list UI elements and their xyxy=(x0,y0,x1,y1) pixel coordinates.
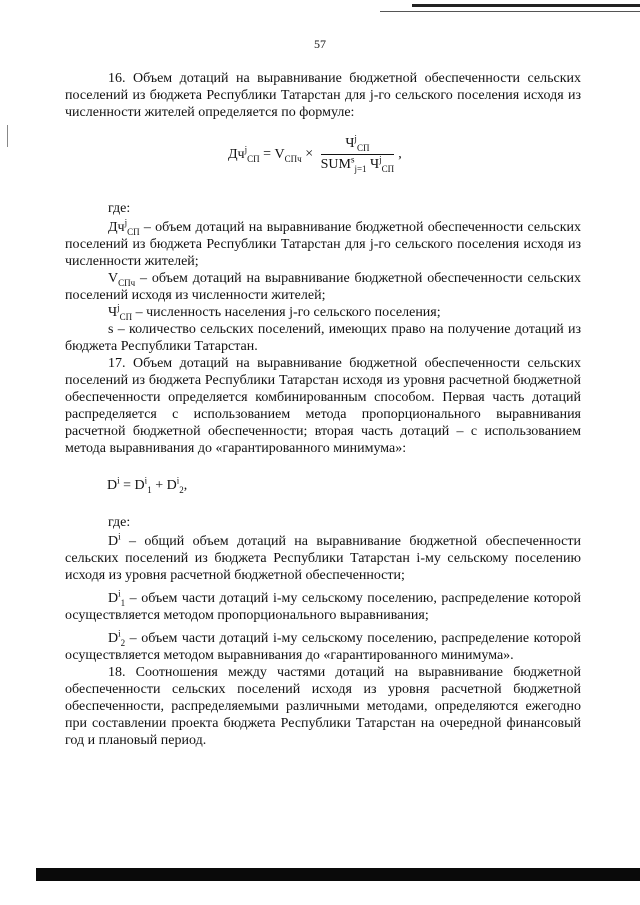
formula-times: × xyxy=(305,146,314,162)
formula-fraction xyxy=(320,133,395,174)
definition-dch: $Дч^j_{СП}$ – объем дотаций на выравнивание бюджетной обеспеченности сельских поселений из бюджета Республики Татарстан для j-го сельского поселения исходя из численности жителей; xyxy=(65,217,581,269)
definition-d2: $D^i_2$ – объем части дотаций i-му сельскому поселению, распределение которой осуществляется методом выравнивания до «гарантированного минимума». xyxy=(65,628,581,663)
definitions-2 xyxy=(65,514,581,749)
formula-d: $D^i = D^i_1 + D^i_2$, xyxy=(107,475,188,495)
formula-equals: = xyxy=(263,146,272,162)
definition-ch: $Ч^j_{СП}$ – численность населения j-го сельского поселения; xyxy=(108,302,441,322)
definition-v: $V_{СПч}$ – объем дотаций на выравнивание бюджетной обеспеченности сельских поселений исходя из численности жителей; xyxy=(65,271,581,303)
definition-d1: $D^i_1$ – объем части дотаций i-му сельскому поселению, распределение которой осуществляется методом пропорционального выравнивания; xyxy=(65,588,581,623)
scan-edge-top-thin xyxy=(380,11,640,12)
definitions-1 xyxy=(65,200,581,457)
formula-v: $V_{СПч}$ xyxy=(274,146,302,164)
where-label-2: где: xyxy=(108,515,131,530)
definition-s: s – количество сельских поселений, имеющих право на получение дотаций из бюджета Республики Татарстан. xyxy=(65,322,581,354)
definition-d: $D^i$ – общий объем дотаций на выравнивание бюджетной обеспеченности сельских поселений из бюджета Республики Татарстан i-му сельскому поселению исходя из уровня расчетной бюджетной обеспеченности; xyxy=(65,531,581,583)
formula-lhs: $Дч^j_{СП}$ xyxy=(228,144,260,164)
formula-numerator: $Ч^j_{СП}$ xyxy=(321,136,395,155)
paragraph-16 xyxy=(65,70,581,121)
paragraph-18: 18. Соотношения между частями дотаций на выравнивание бюджетной обеспеченности сельских поселений исходя из уровня расчетной бюджетной обеспеченности, распределяемыми различными методами, определяются ежегодно при составлении проекта бюджета Республики Татарстан на очередной финансовый год и плановый период. xyxy=(65,665,581,748)
formula-denominator: $SUM^s_{j=1}$ $Ч^j_{СП}$ xyxy=(320,154,395,174)
paragraph-16-text: 16. Объем дотаций на выравнивание бюджетной обеспеченности сельских поселений из бюджета Республики Татарстан для j-го сельского поселения исходя из численности жителей определяется по формуле: xyxy=(65,71,581,120)
scan-edge-bottom xyxy=(36,868,640,881)
scan-edge-top xyxy=(412,4,640,7)
scan-mark-left xyxy=(7,125,8,147)
page-number: 57 xyxy=(314,37,326,51)
where-label-1: где: xyxy=(108,201,131,216)
formula-comma: , xyxy=(398,146,402,162)
formula2-plus: + xyxy=(155,478,164,493)
formula2-equals: = xyxy=(123,478,132,493)
paragraph-17: 17. Объем дотаций на выравнивание бюджетной обеспеченности сельских поселений из бюджета Республики Татарстан исходя из уровня расчетной бюджетной обеспеченности определяется комбинированным способом. Первая часть дотаций распределяется с использованием метода пропорционального выравнивания расчетной бюджетной обеспеченности; вторая часть дотаций – с использованием метода выравнивания до «гарантированного минимума»: xyxy=(65,356,581,456)
formula-dch xyxy=(228,133,402,174)
